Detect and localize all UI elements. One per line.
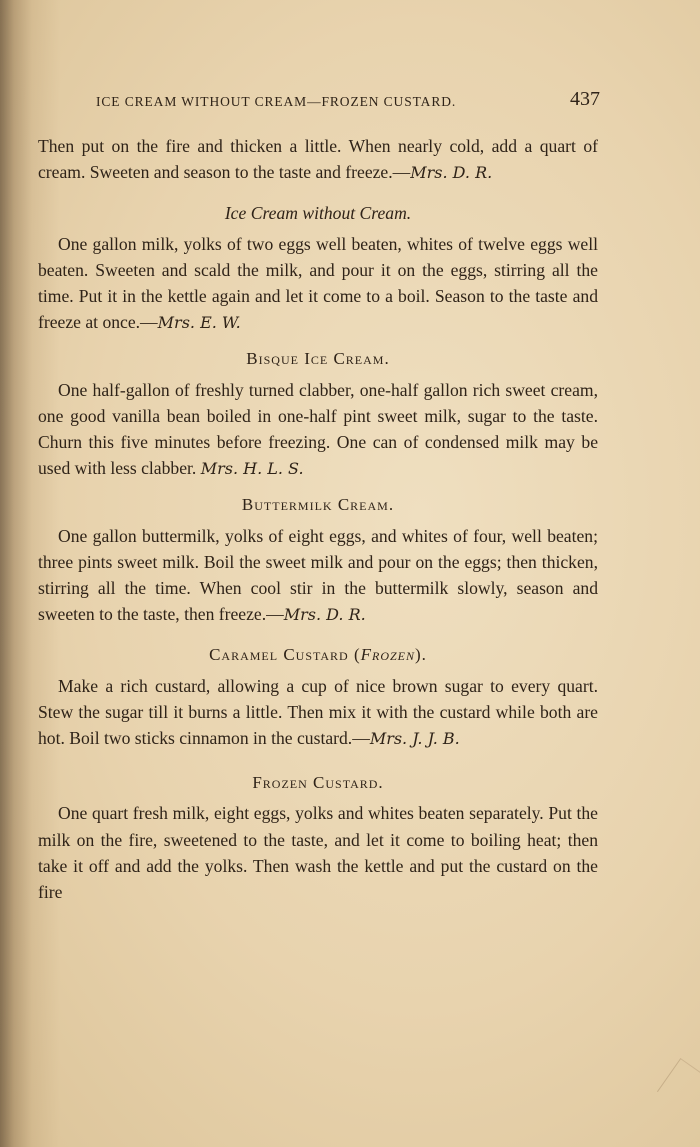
recipe-text: One gallon buttermilk, yolks of eight eggs, and whites of four, well beaten; three pints sweet milk. Boil the sweet milk and pour on the eggs; then thicken, stirring all the time. When cool stir in the buttermilk slowly, season and sweeten to the taste, then freeze.— [38,525,598,625]
recipe-title-ice-cream-without-cream: Ice Cream without Cream. [224,203,412,224]
recipe-title-caramel-custard [38,642,598,668]
recipe-title-main: Caramel Custard ( [209,645,361,665]
running-title: ICE CREAM WITHOUT CREAM—FROZEN CUSTARD. [96,94,457,109]
intro-paragraph [38,133,598,186]
recipe-signature: Mrs. D. R. [283,605,366,625]
recipe-text: One quart fresh milk, eight eggs, yolks and whites beaten separately. Put the milk on the fire, sweetened to the taste, and let it come to boiling heat; then take it off and add the yolks. Then wash the kettle and put the custard on the fire [38,803,598,903]
recipe-text: One gallon milk, yolks of two eggs well beaten, whites of twelve eggs well beaten. Sweeten and scald the milk, and pour it on the eggs, stirring all the time. Put it in the kettle again and let it come to a boil. Season to the taste and freeze at once.— [38,233,598,333]
page-number: 437 [570,88,600,110]
recipe-body-bisque-ice-cream [38,377,598,483]
recipe-title-end: ). [415,645,427,665]
recipe-title-frozen-custard: Frozen Custard. [252,773,384,793]
recipe-title-buttermilk-cream: Buttermilk Cream. [241,495,395,515]
recipe-text: Make a rich custard, allowing a cup of nice brown sugar to every quart. Stew the sugar till it burns a little. Then mix it with the custard while both are hot. Boil two sticks cinnamon in the custard.— [38,675,598,749]
recipe-body-buttermilk-cream [38,523,598,629]
running-head [96,88,600,112]
intro-signature: Mrs. D. R. [410,163,493,183]
page-body [38,133,598,905]
page-corner-mark [657,1058,700,1115]
recipe-signature: Mrs. H. L. S. [200,459,304,479]
recipe-text: One half-gallon of freshly turned clabber, one-half gallon rich sweet cream, one good vanilla bean boiled in one-half pint sweet milk, sugar to the taste. Churn this five minutes before freezing. One can of condensed milk may be used with less clabber. [38,379,598,479]
recipe-signature: Mrs. E. W. [157,313,241,333]
recipe-body-caramel-custard [38,673,598,753]
intro-text: Then put on the fire and thicken a little. When nearly cold, add a quart of cream. Sweeten and season to the taste and freeze.— [38,136,598,183]
recipe-title-bisque-ice-cream: Bisque Ice Cream. [246,349,390,369]
recipe-body-ice-cream-without-cream [38,231,598,337]
recipe-title-italic: Frozen [360,645,416,665]
recipe-signature: Mrs. J. J. B. [369,729,460,749]
recipe-body-frozen-custard [38,800,598,905]
